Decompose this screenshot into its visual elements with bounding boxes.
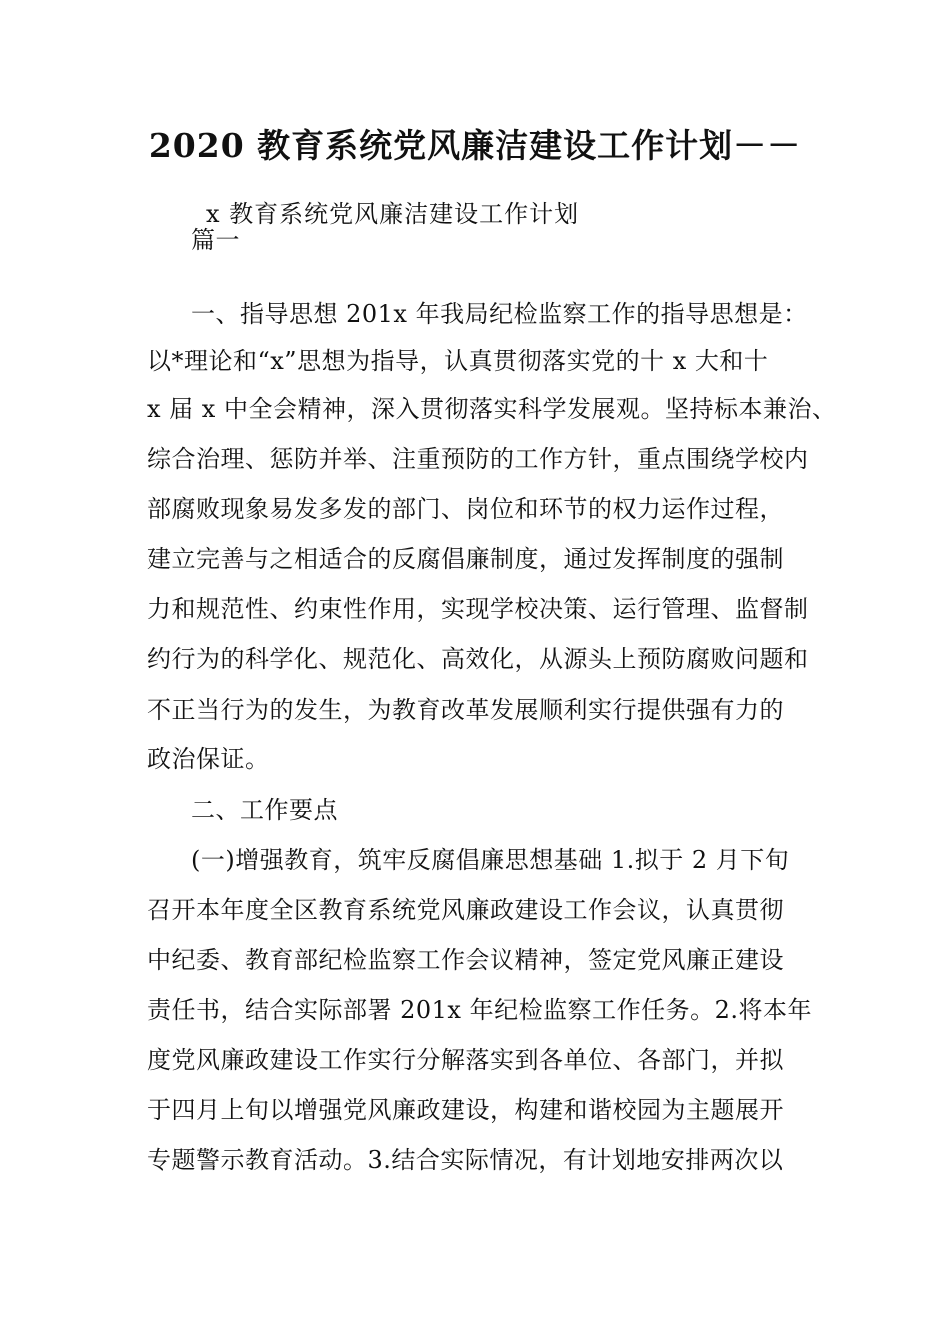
- paragraph-line: 综合治理、惩防并举、注重预防的工作方针，重点围绕学校内: [147, 445, 809, 473]
- section-heading: 二、工作要点: [191, 796, 338, 824]
- paragraph-line: 于四月上旬以增强党风廉政建设，构建和谐校园为主题展开: [147, 1096, 784, 1124]
- section-label: 篇一: [191, 226, 240, 254]
- paragraph-line: 约行为的科学化、规范化、高效化，从源头上预防腐败问题和: [147, 645, 809, 673]
- paragraph-line: 部腐败现象易发多发的部门、岗位和环节的权力运作过程，: [147, 495, 784, 523]
- document-subtitle: x 教育系统党风廉洁建设工作计划: [206, 200, 580, 228]
- paragraph-line: 力和规范性、约束性作用，实现学校决策、运行管理、监督制: [147, 595, 809, 623]
- paragraph-line: 责任书，结合实际部署 201x 年纪检监察工作任务。2.将本年: [147, 996, 812, 1024]
- paragraph-line: 不正当行为的发生，为教育改革发展顺利实行提供强有力的: [147, 696, 784, 724]
- paragraph-line: (一)增强教育，筑牢反腐倡廉思想基础 1.拟于 2 月下旬: [191, 846, 790, 874]
- paragraph-line: 中纪委、教育部纪检监察工作会议精神，签定党风廉正建设: [147, 946, 784, 974]
- paragraph-line: 专题警示教育活动。3.结合实际情况，有计划地安排两次以: [147, 1146, 784, 1174]
- paragraph-line: 以*理论和“x”思想为指导，认真贯彻落实党的十 x 大和十: [147, 347, 769, 375]
- paragraph-line: 建立完善与之相适合的反腐倡廉制度，通过发挥制度的强制: [147, 545, 784, 573]
- document-title: 2020 教育系统党风廉洁建设工作计划－－: [148, 126, 802, 165]
- paragraph-line: 政治保证。: [147, 745, 270, 773]
- paragraph-line: 一、指导思想 201x 年我局纪检监察工作的指导思想是：: [191, 300, 808, 328]
- paragraph-line: 召开本年度全区教育系统党风廉政建设工作会议，认真贯彻: [147, 896, 784, 924]
- paragraph-line: x 届 x 中全会精神，深入贯彻落实科学发展观。坚持标本兼治、: [147, 395, 837, 423]
- paragraph-line: 度党风廉政建设工作实行分解落实到各单位、各部门，并拟: [147, 1046, 784, 1074]
